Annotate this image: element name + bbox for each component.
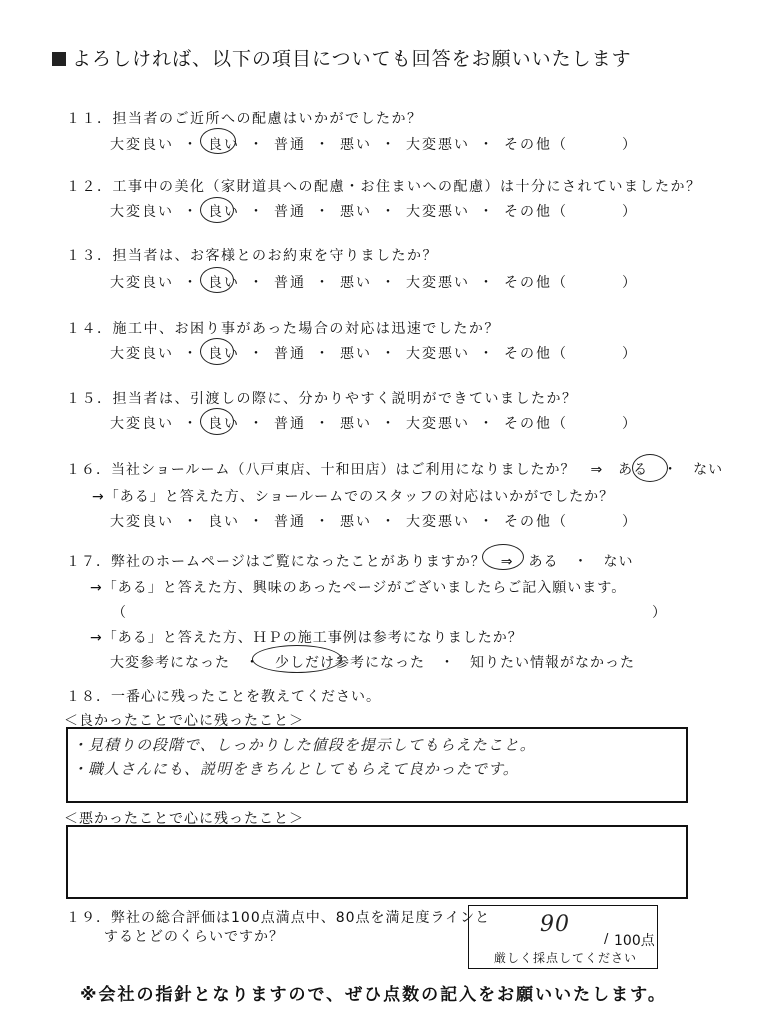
black-square-icon (52, 52, 66, 66)
rating-row-14: 大変良い ・ 良い ・ 普通 ・ 悪い ・ 大変悪い ・ その他（ (110, 343, 568, 363)
option-very-bad[interactable]: 大変悪い (406, 137, 470, 153)
selection-circle (252, 645, 342, 673)
option-bad[interactable]: 悪い (340, 346, 372, 362)
option-very-good[interactable]: 大変良い (110, 204, 174, 220)
selection-circle (482, 544, 524, 570)
option-average[interactable]: 普通 (274, 275, 306, 291)
question-19-line-2: するとどのくらいですか？ (104, 929, 284, 945)
question-17-followup-1: →「ある」と答えた方、興味のあったページがございましたらご記入願います。 (90, 580, 627, 596)
option-very-bad[interactable]: 大変悪い (406, 275, 470, 291)
option-average[interactable]: 普通 (274, 514, 306, 530)
selection-circle (200, 128, 236, 154)
good-memory-line-1: ・見積りの段階で、しっかりした値段を提示してもらえたこと。 (72, 736, 536, 754)
option-good[interactable]: 良い (208, 137, 240, 153)
paren-close: ） (622, 514, 638, 530)
selection-circle (200, 408, 234, 435)
score-note: 厳しく採点してください (494, 951, 638, 965)
option-very-good[interactable]: 大変良い (110, 275, 174, 291)
paren-close: ） (652, 605, 668, 621)
option-average[interactable]: 普通 (274, 416, 306, 432)
option-good[interactable]: 良い (208, 514, 240, 530)
score-value: 90 (540, 912, 570, 937)
question-18: １８．一番心に残ったことを教えてください。 (66, 689, 381, 705)
option-very-bad[interactable]: 大変悪い (406, 514, 470, 530)
score-slash: / (604, 932, 609, 947)
reference-options: 大変参考になった ・ 少しだけ参考になった ・ 知りたい情報がなかった (110, 655, 635, 671)
selection-circle (200, 197, 234, 223)
option-very-bad[interactable]: 大変悪い (406, 416, 470, 432)
option-good[interactable]: 良い (208, 204, 240, 220)
rating-row-15: 大変良い ・ 良い ・ 普通 ・ 悪い ・ 大変悪い ・ その他（ (110, 413, 568, 433)
paren-close: ） (622, 204, 638, 220)
question-14: １４．施工中、お困り事があった場合の対応は迅速でしたか？ (66, 321, 500, 337)
footer-note: ※会社の指針となりますので、ぜひ点数の記入をお願いいたします。 (80, 985, 667, 1005)
question-12: １２．工事中の美化（家財道具への配慮・お住まいへの配慮）は十分にされていましたか？ (66, 179, 702, 195)
good-memory-label: ＜良かったことで心に残ったこと＞ (64, 713, 304, 729)
option-bad[interactable]: 悪い (340, 514, 372, 530)
selection-circle (200, 338, 234, 365)
rating-row-16: 大変良い ・ 良い ・ 普通 ・ 悪い ・ 大変悪い ・ その他（ (110, 511, 568, 531)
question-17: １７．弊社のホームページはご覧になったことがありますか？ ⇒ ある ・ ない (66, 554, 634, 570)
option-bad[interactable]: 悪い (340, 416, 372, 432)
selection-circle (200, 267, 234, 293)
survey-header (52, 44, 632, 71)
paren-close: ） (622, 416, 638, 432)
score-max: 100点 (614, 933, 655, 949)
option-very-bad[interactable]: 大変悪い (406, 204, 470, 220)
option-very-good[interactable]: 大変良い (110, 346, 174, 362)
paren-close: ） (622, 137, 638, 153)
paren-close: ） (622, 346, 638, 362)
question-11: １１．担当者のご近所への配慮はいかがでしたか？ (66, 111, 423, 127)
option-bad[interactable]: 悪い (340, 137, 372, 153)
option-average[interactable]: 普通 (274, 346, 306, 362)
option-other[interactable]: その他（ (504, 204, 568, 220)
bad-memory-box[interactable] (66, 825, 688, 899)
rating-row-12: 大変良い ・ 良い ・ 普通 ・ 悪い ・ 大変悪い ・ その他（ (110, 201, 568, 221)
question-13: １３．担当者は、お客様とのお約束を守りましたか？ (66, 248, 438, 264)
option-other[interactable]: その他（ (504, 514, 568, 530)
option-other[interactable]: その他（ (504, 137, 568, 153)
option-average[interactable]: 普通 (274, 137, 306, 153)
option-bad[interactable]: 悪い (340, 275, 372, 291)
option-good[interactable]: 良い (208, 346, 240, 362)
option-other[interactable]: その他（ (504, 416, 568, 432)
good-memory-line-2: ・職人さんにも、説明をきちんとしてもらえて良かったです。 (72, 760, 519, 778)
question-19-line-1: １９．弊社の総合評価は100点満点中、80点を満足度ラインと (66, 910, 491, 926)
option-other[interactable]: その他（ (504, 275, 568, 291)
rating-row-11: 大変良い ・ 良い ・ 普通 ・ 悪い ・ 大変悪い ・ その他（ (110, 134, 568, 154)
bad-memory-label: ＜悪かったことで心に残ったこと＞ (64, 811, 304, 827)
option-good[interactable]: 良い (208, 275, 240, 291)
paren-close: ） (622, 275, 638, 291)
question-15: １５．担当者は、引渡しの際に、分かりやすく説明ができていましたか？ (66, 391, 578, 407)
option-very-bad[interactable]: 大変悪い (406, 346, 470, 362)
rating-row-13: 大変良い ・ 良い ・ 普通 ・ 悪い ・ 大変悪い ・ その他（ (110, 272, 568, 292)
option-other[interactable]: その他（ (504, 346, 568, 362)
option-very-good[interactable]: 大変良い (110, 137, 174, 153)
option-bad[interactable]: 悪い (340, 204, 372, 220)
option-very-good[interactable]: 大変良い (110, 416, 174, 432)
question-17-followup-2: →「ある」と答えた方、ＨＰの施工事例は参考になりましたか？ (90, 630, 523, 646)
question-16: １６．当社ショールーム（八戸東店、十和田店）はご利用になりましたか？ ⇒ ある ・ ない (66, 462, 724, 478)
option-average[interactable]: 普通 (274, 204, 306, 220)
header-text: よろしければ、以下の項目についても回答をお願いいたします (72, 48, 632, 70)
question-16-followup: →「ある」と答えた方、ショールームでのスタッフの対応はいかがでしたか？ (92, 489, 615, 505)
option-very-good[interactable]: 大変良い (110, 514, 174, 530)
selection-circle (632, 454, 668, 482)
option-good[interactable]: 良い (208, 416, 240, 432)
paren-open: （ (112, 605, 128, 621)
